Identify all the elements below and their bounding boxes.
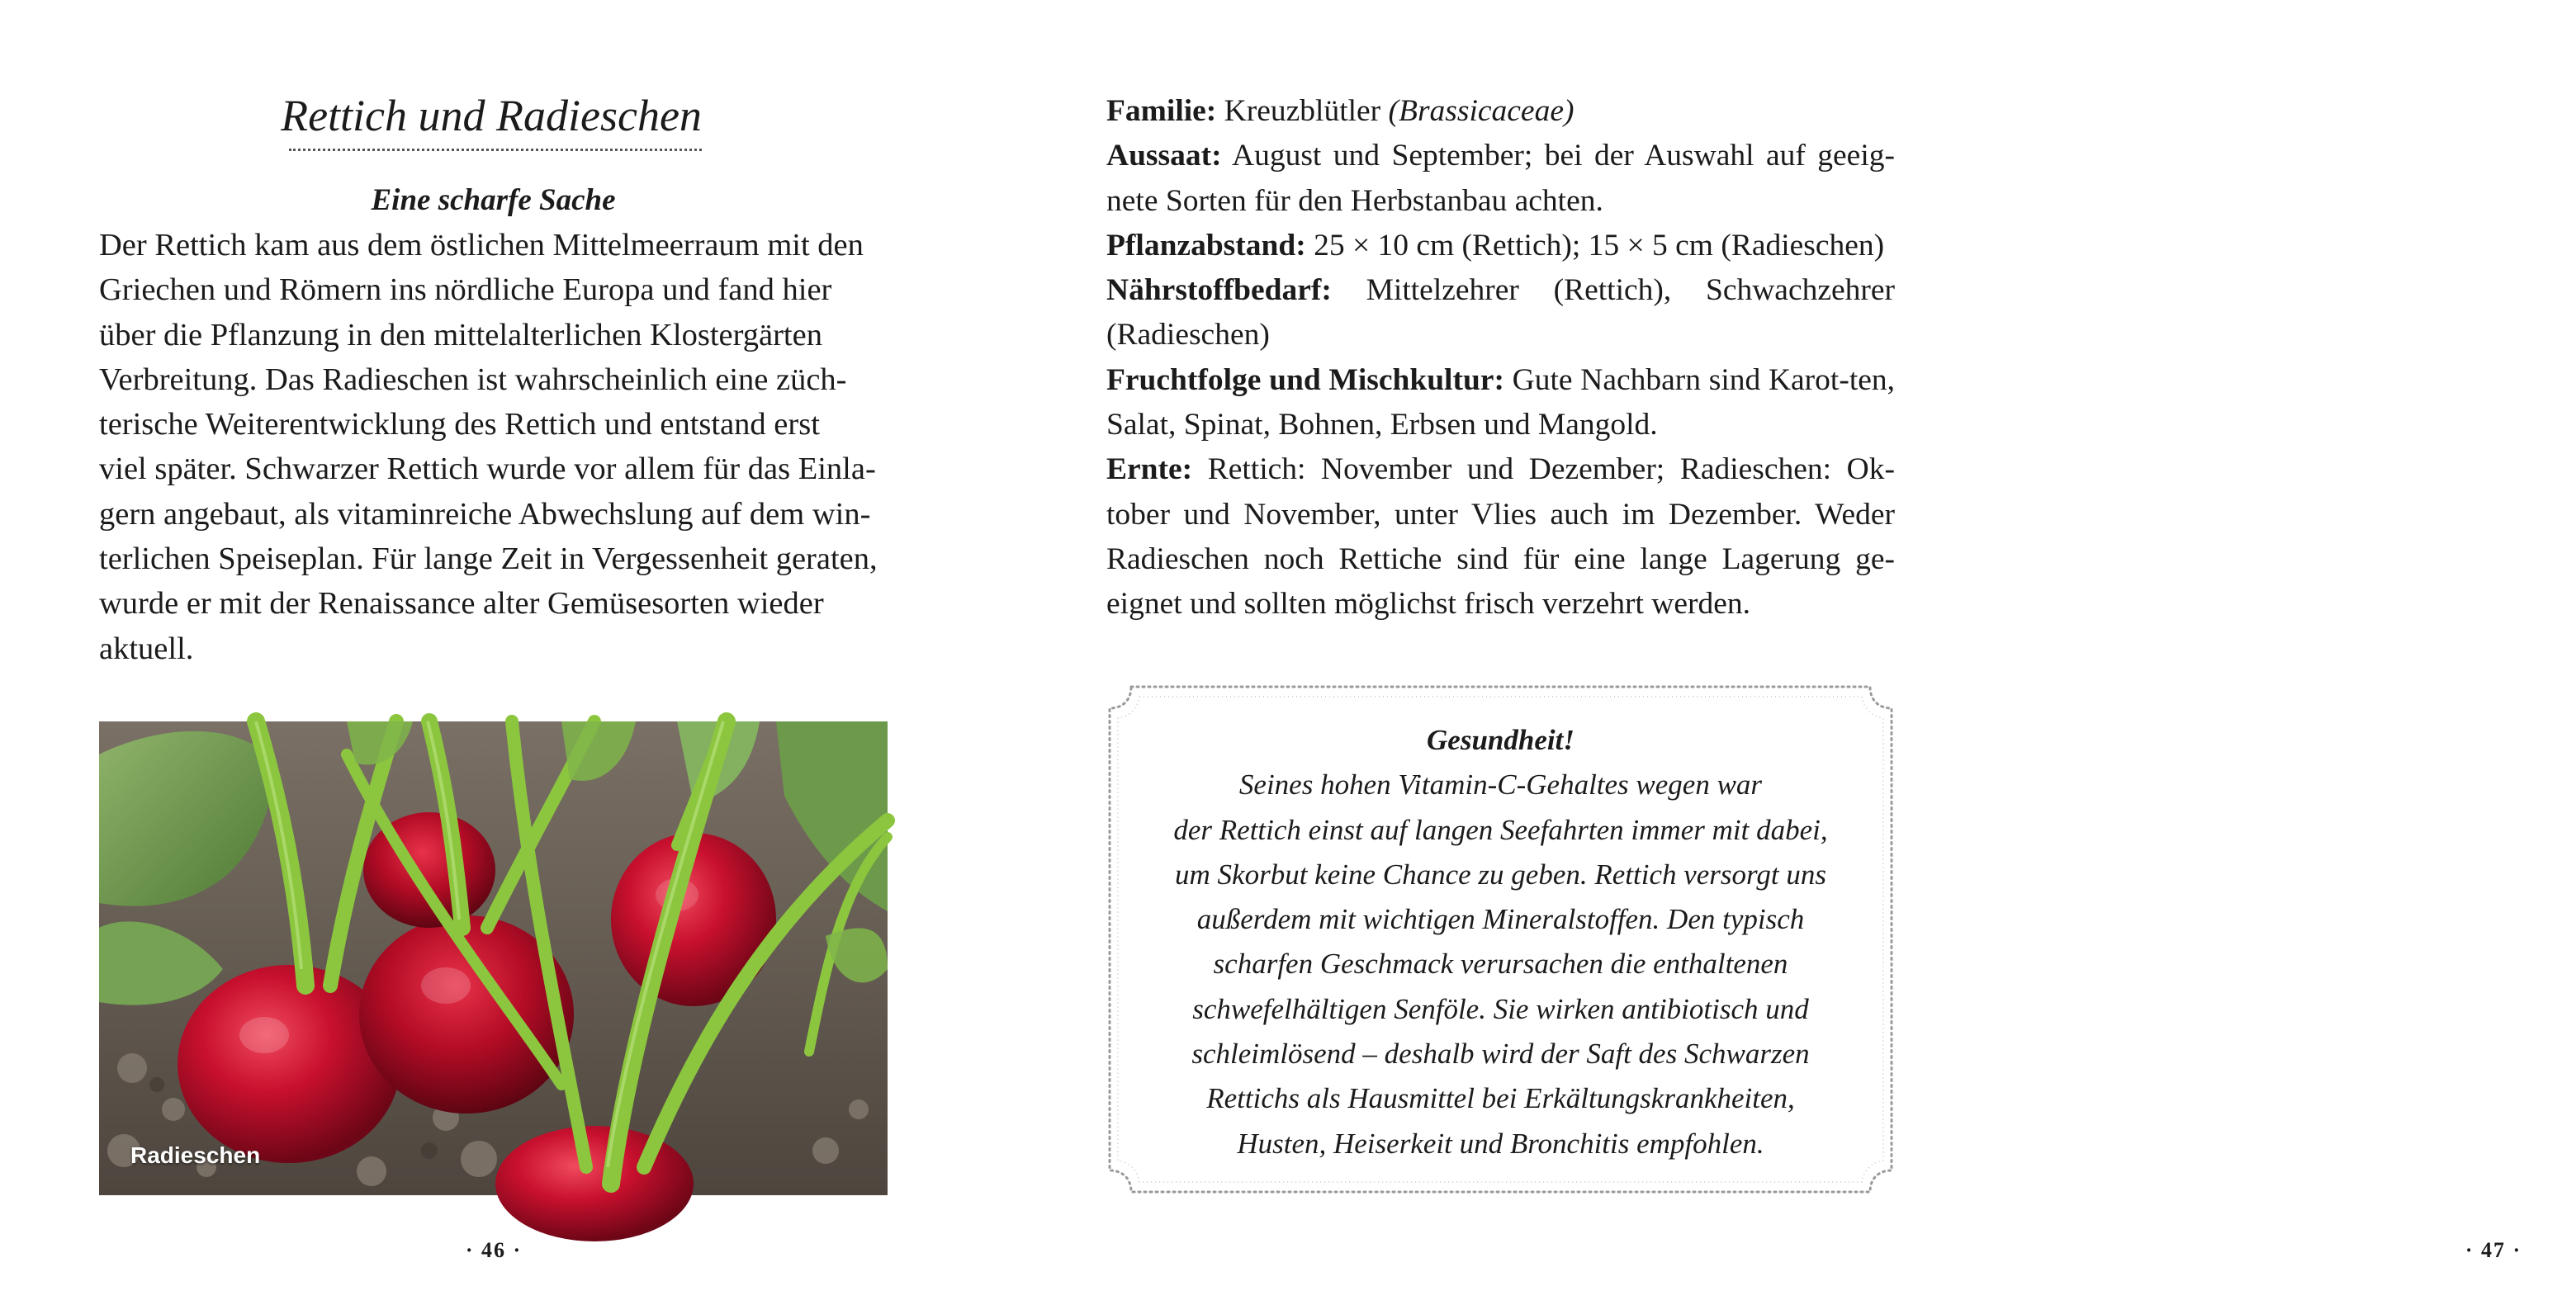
right-page bbox=[991, 0, 2522, 1305]
health-text bbox=[1139, 718, 1862, 1166]
fact-latin-name: (Brassicaceae) bbox=[1388, 94, 1574, 128]
fact-label: Ernte: bbox=[1106, 452, 1193, 487]
intro-paragraph bbox=[99, 223, 888, 671]
fact-text: 25 × 10 cm (Rettich); 15 × 5 cm (Radieschen) bbox=[1305, 228, 1885, 262]
fact-label: Pflanzabstand: bbox=[1106, 228, 1306, 262]
fact-label: Aussaat: bbox=[1106, 139, 1222, 173]
chapter-title: Rettich und Radieschen bbox=[281, 91, 702, 140]
left-page bbox=[0, 0, 991, 1305]
fact-text: Rettich: November und Dezember; Radieschen: Ok-tober und November, unter Vlies auch im Dezember. Weder Radieschen noch Rettiche sind für eine lange Lagerung ge-eignet und sollten möglichst frisch verzehrt werden. bbox=[1106, 452, 1895, 622]
growing-facts bbox=[1106, 89, 1895, 627]
fact-text: Gute Nachbarn sind Karot-ten, Salat, Spinat, Bohnen, Erbsen und Mangold. bbox=[1106, 362, 1896, 442]
fact-pflanzabstand bbox=[1106, 224, 1895, 268]
body-line: Verbreitung. Das Radieschen ist wahrscheinlich eine züch- bbox=[99, 362, 847, 397]
body-line: Der Rettich kam aus dem östlichen Mittelmeerraum mit den bbox=[99, 228, 864, 262]
title-divider bbox=[289, 149, 702, 151]
health-line: Seines hohen Vitamin-C-Gehaltes wegen war bbox=[1238, 768, 1763, 801]
body-line: wurde er mit der Renaissance alter Gemüsesorten wieder bbox=[99, 586, 824, 622]
body-line: über die Pflanzung in den mittelalterlichen Klostergärten bbox=[99, 317, 822, 352]
fact-text: Kreuzblütler bbox=[1216, 94, 1389, 128]
body-line: Griechen und Römern ins nördliche Europa und fand hier bbox=[99, 272, 832, 308]
body-line: gern angebaut, als vitaminreiche Abwechslung auf dem win- bbox=[99, 496, 871, 532]
fact-fruchtfolge bbox=[1106, 358, 1895, 448]
radish-photo bbox=[99, 721, 888, 1195]
health-line: um Skorbut keine Chance zu geben. Rettich versorgt uns bbox=[1175, 858, 1826, 891]
page-number-left: · 46 · bbox=[465, 1238, 523, 1262]
health-line: scharfen Geschmack verursachen die enthaltenen bbox=[1213, 948, 1788, 981]
fact-text: Mittelzehrer (Rettich), Schwachzehrer (Radieschen) bbox=[1106, 273, 1895, 352]
page-number-right: · 47 · bbox=[2465, 1238, 2522, 1262]
health-line: Husten, Heiserkeit und Bronchitis empfohlen. bbox=[1237, 1127, 1764, 1160]
fact-naehrstoffbedarf bbox=[1106, 268, 1895, 358]
photo-caption: Radieschen bbox=[130, 1142, 261, 1168]
health-line: schleimlösend – deshalb wird der Saft des Schwarzen bbox=[1191, 1038, 1810, 1071]
fact-label: Nährstoffbedarf: bbox=[1106, 273, 1332, 308]
fact-familie bbox=[1106, 89, 1895, 134]
health-line: der Rettich einst auf langen Seefahrten immer mit dabei, bbox=[1173, 813, 1828, 846]
body-line: terlichen Speiseplan. Für lange Zeit in Vergessenheit geraten, bbox=[99, 541, 878, 577]
body-line: terische Weiterentwicklung des Rettich und entstand erst bbox=[99, 407, 820, 442]
fact-aussaat bbox=[1106, 134, 1895, 224]
fact-text: August und September; bei der Auswahl auf geeig-nete Sorten für den Herbstanbau achten. bbox=[1106, 139, 1895, 218]
health-line: außerdem mit wichtigen Mineralstoffen. Den typisch bbox=[1196, 903, 1805, 936]
section-subtitle: Eine scharfe Sache bbox=[371, 183, 616, 217]
health-line: schwefelhältigen Senföle. Sie wirken antibiotisch und bbox=[1192, 992, 1809, 1025]
fact-label: Fruchtfolge und Mischkultur: bbox=[1106, 362, 1504, 397]
health-line: Rettichs als Hausmittel bei Erkältungskrankheiten, bbox=[1206, 1082, 1795, 1115]
health-info-box bbox=[1106, 683, 1895, 1195]
health-title: Gesundheit! bbox=[1427, 724, 1574, 756]
body-line: aktuell. bbox=[99, 631, 194, 666]
radish-illustration bbox=[99, 721, 888, 1195]
fact-label: Familie: bbox=[1106, 94, 1217, 128]
body-line: viel später. Schwarzer Rettich wurde vor allem für das Einla- bbox=[99, 452, 876, 487]
fact-ernte bbox=[1106, 447, 1895, 626]
